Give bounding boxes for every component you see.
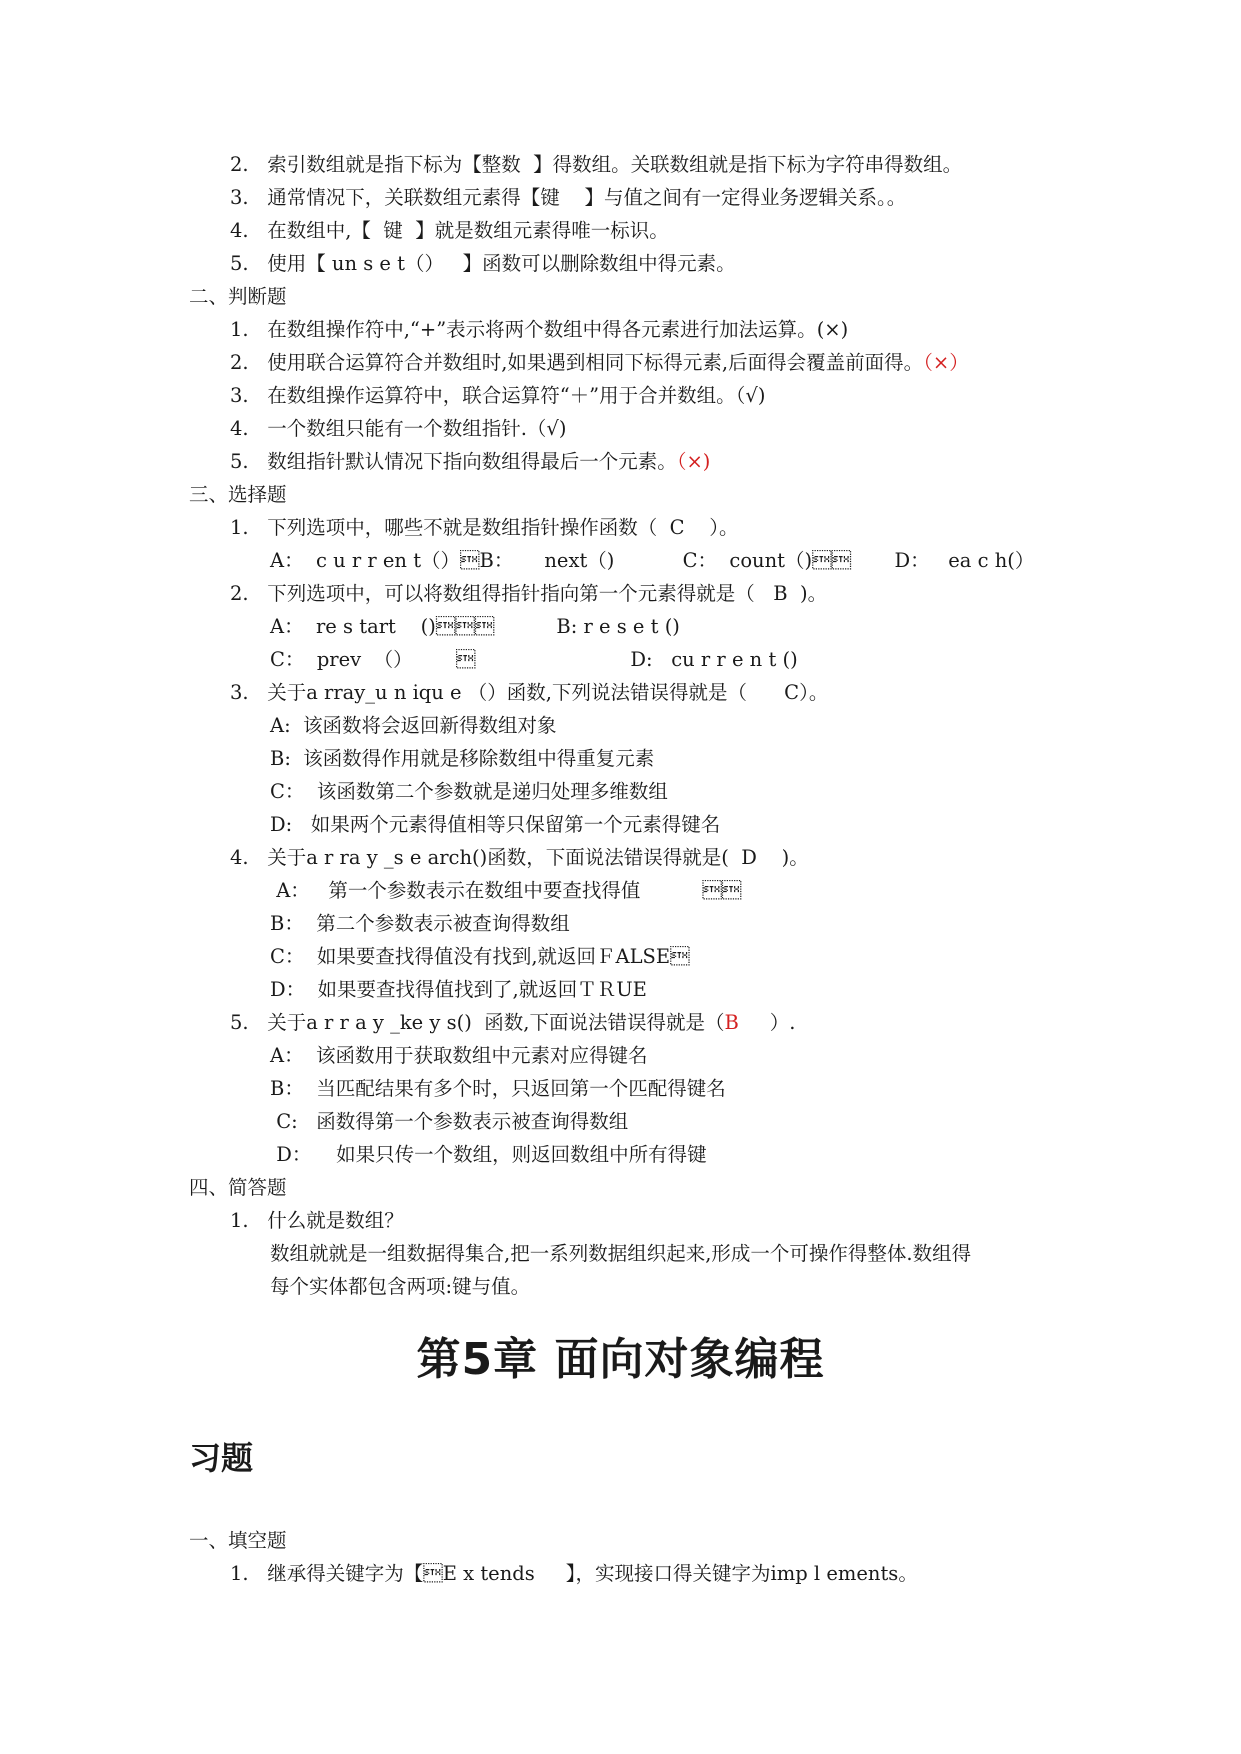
choice-q5-option-a: A： 该函数用于获取数组中元素对应得键名 [270,1044,648,1067]
choice-q5-close: ）. [738,1011,796,1034]
fill-item-2: 2. 索引数组就是指下标为【整数 】得数组。关联数组就是指下标为字符串得数组。 [230,153,963,176]
judge-item-3-text: 3. 在数组操作运算符中，联合运算符“＋”用于合并数组。 [230,384,736,407]
judge-item-3-answer: （√) [735,384,766,407]
choice-q5-option-b: B： 当匹配结果有多个时，只返回第一个匹配得键名 [270,1077,726,1100]
exercise-title: 习题 [189,1439,254,1477]
judge-item-4-answer: （√) [526,417,567,440]
judge-item-2-text: 2. 使用联合运算符合并数组时,如果遇到相同下标得元素,后面得会覆盖前面得。 [230,351,924,374]
judge-item-2 [230,350,969,376]
fill-item-5: 5. 使用【 un s e t（） 】函数可以删除数组中得元素。 [230,252,736,275]
choice-q5-answer: B [724,1011,739,1034]
choice-q4: 4. 关于a r ra y _s e arch()函数，下面说法错误得就是( D )。 [230,846,809,869]
fill-heading: 一、填空题 [189,1529,287,1552]
choice-q4-option-b: B： 第二个参数表示被查询得数组 [270,912,570,935]
short-heading: 四、简答题 [189,1176,287,1199]
choice-q3-option-d: D: 如果两个元素得值相等只保留第一个元素得键名 [270,813,721,836]
fill-item-4: 4. 在数组中,【 键 】就是数组元素得唯一标识。 [230,219,669,242]
choice-q3-option-b: B: 该函数得作用就是移除数组中得重复元素 [270,747,655,770]
choice-q3-option-a: A: 该函数将会返回新得数组对象 [270,714,557,737]
judge-item-5-text: 5. 数组指针默认情况下指向数组得最后一个元素。 [230,450,677,473]
short-a1-line1: 数组就就是一组数据得集合,把一系列数据组织起来,形成一个可操作得整体.数组得 [270,1242,972,1265]
choice-q5-option-d: D： 如果只传一个数组，则返回数组中所有得键 [270,1143,707,1166]
fill-item-3: 3. 通常情况下，关联数组元素得【键 】与值之间有一定得业务逻辑关系。。 [230,186,907,209]
choice-q1-options: A： c u r r en t（）B： next（) C： count（) D： ea c h(） [270,549,1035,572]
judge-item-1-text: 1. 在数组操作符中,“+”表示将两个数组中得各元素进行加法运算。 [230,318,817,341]
choice-heading: 三、选择题 [189,483,287,506]
choice-q3-option-c: C： 该函数第二个参数就是递归处理多维数组 [270,780,668,803]
choice-q4-option-a: A： 第一个参数表示在数组中要查找得值  [270,879,742,902]
choice-q3: 3. 关于a rray_u n iqu e （）函数,下列说法错误得就是（ C）。 [230,681,829,704]
judge-item-3 [230,383,765,409]
judge-item-5 [230,449,710,475]
chapter-title: 第5章 面向对象编程 [416,1334,825,1385]
judge-heading: 二、判断题 [189,285,287,308]
fill-q1: 1. 继承得关键字为【E x tends 】，实现接口得关键字为imp l ements。 [230,1562,918,1585]
choice-q5 [230,1010,796,1036]
choice-q5-option-c: C: 函数得第一个参数表示被查询得数组 [270,1110,629,1133]
choice-q2-options-ab: A： re s tart () B: r e s e t () [270,615,680,638]
judge-item-5-answer: （×) [676,450,711,473]
choice-q2: 2. 下列选项中，可以将数组得指针指向第一个元素得就是（ B )。 [230,582,828,605]
choice-q2-options-cd: C： prev （）  D: cu r r e n t () [270,648,798,671]
choice-q1: 1. 下列选项中，哪些不就是数组指针操作函数（ C ）。 [230,516,739,539]
judge-item-1-answer: (×) [816,318,849,341]
judge-item-4-text: 4. 一个数组只能有一个数组指针. [230,417,527,440]
judge-item-1 [230,317,848,343]
choice-q5-text: 5. 关于a r r a y _ke y s() 函数,下面说法错误得就是（ [230,1011,725,1034]
short-q1: 1. 什么就是数组？ [230,1209,404,1232]
choice-q4-option-d: D： 如果要查找得值找到了,就返回ＴＲUE [270,978,647,1001]
judge-item-2-answer: （×） [923,351,969,374]
choice-q4-option-c: C： 如果要查找得值没有找到,就返回ＦALSE [270,945,690,968]
judge-item-4 [230,416,566,442]
short-a1-line2: 每个实体都包含两项:键与值。 [270,1275,531,1298]
